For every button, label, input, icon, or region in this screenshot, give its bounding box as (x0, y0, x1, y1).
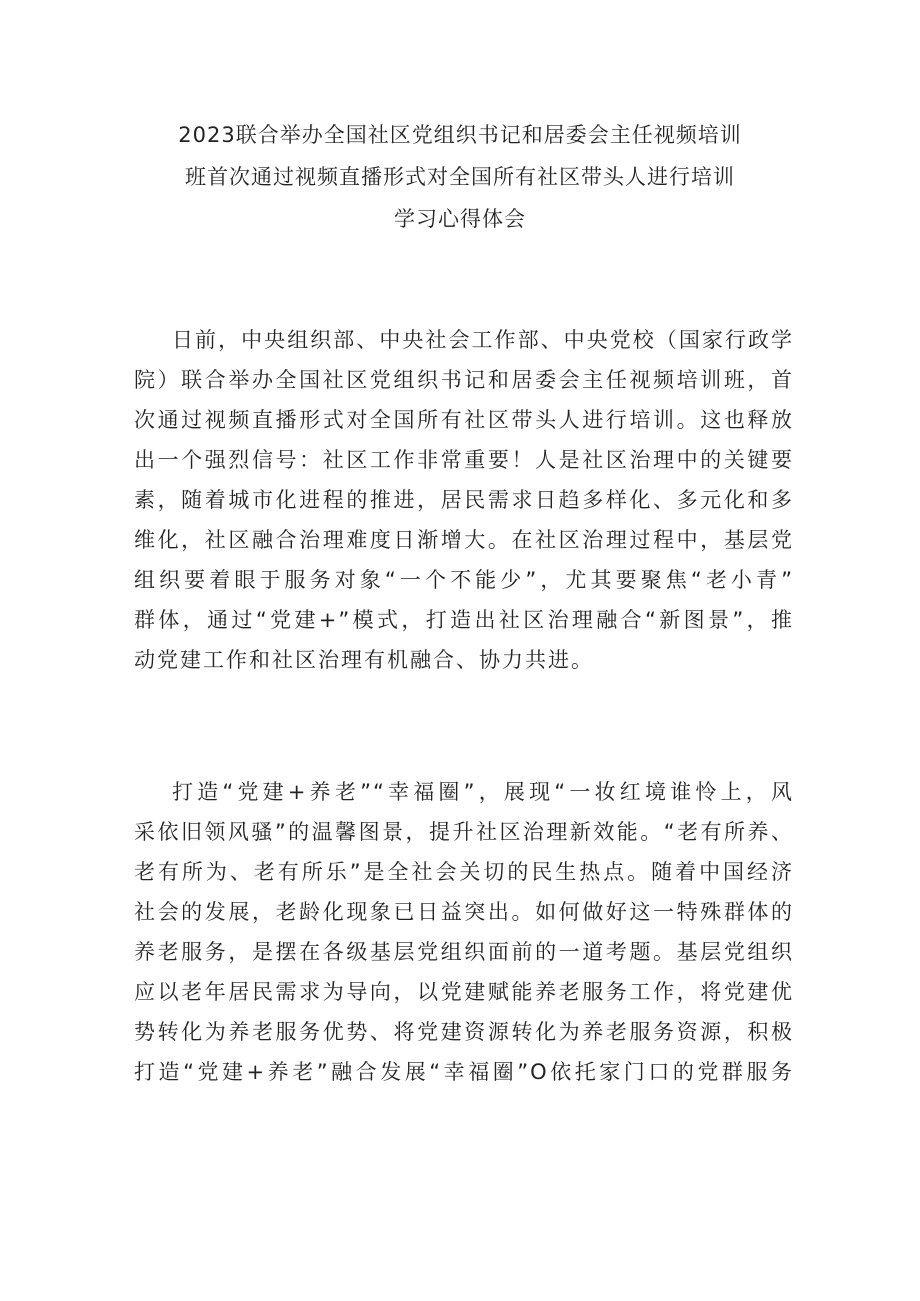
paragraph-line: 维化，社区融合治理难度日渐增大。在社区治理过程中，基层党 (134, 528, 794, 552)
paragraph-line: 打造“党建+养老”融合发展“幸福圈”O依托家门口的党群服务 (134, 1060, 794, 1084)
paragraph-line: 动党建工作和社区治理有机融合、协力共进。 (134, 648, 594, 672)
paragraph-line: 打造“党建+养老”“幸福圈”，展现“一妆红境谁怜上，风 (172, 780, 794, 804)
paragraph-line: 素，随着城市化进程的推进，居民需求日趋多样化、多元化和多 (134, 488, 794, 512)
paragraph-line: 次通过视频直播形式对全国所有社区带头人进行培训。这也释放 (134, 408, 794, 432)
paragraph-1 (134, 320, 794, 680)
paragraph-line: 养老服务，是摆在各级基层党组织面前的一道考题。基层党组织 (134, 940, 794, 964)
title-line-2: 班首次通过视频直播形式对全国所有社区带头人进行培训 (185, 165, 735, 189)
paragraph-line: 出一个强烈信号：社区工作非常重要！人是社区治理中的关键要 (134, 448, 794, 472)
document-title (120, 114, 800, 240)
paragraph-line: 院）联合举办全国社区党组织书记和居委会主任视频培训班，首 (134, 368, 794, 392)
paragraph-line: 采依旧领风骚”的温馨图景，提升社区治理新效能。“老有所养、 (134, 820, 794, 844)
paragraph-line: 老有所为、老有所乐”是全社会关切的民生热点。随着中国经济 (134, 860, 794, 884)
paragraph-line: 社会的发展，老龄化现象已日益突出。如何做好这一特殊群体的 (134, 900, 794, 924)
paragraph-line: 群体，通过“党建+”模式，打造出社区治理融合“新图景”，推 (134, 608, 794, 632)
paragraph-line: 应以老年居民需求为导向，以党建赋能养老服务工作，将党建优 (134, 980, 794, 1004)
paragraph-line: 势转化为养老服务优势、将党建资源转化为养老服务资源，积极 (134, 1020, 794, 1044)
paragraph-line: 组织要着眼于服务对象“一个不能少”，尤其要聚焦“老小青” (134, 568, 794, 592)
paragraph-2 (134, 772, 794, 1092)
paragraph-line: 日前，中央组织部、中央社会工作部、中央党校（国家行政学 (172, 328, 794, 352)
title-line-3: 学习心得体会 (394, 207, 526, 231)
title-line-1: 2023联合举办全国社区党组织书记和居委会主任视频培训 (178, 123, 742, 147)
